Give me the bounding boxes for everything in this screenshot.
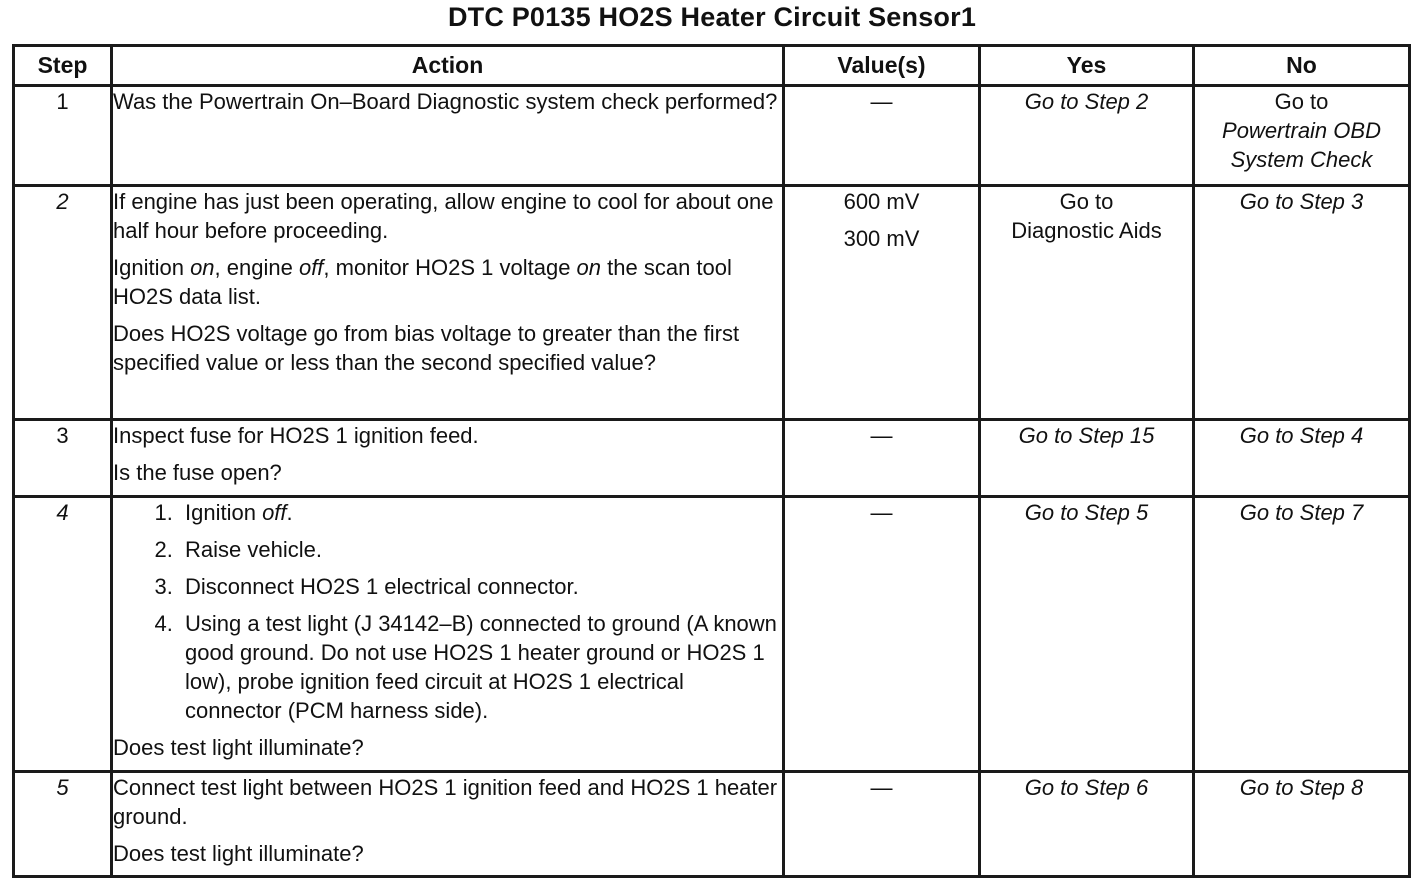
yes-cell (980, 496, 1194, 771)
action-step-item: 2. Raise vehicle. (179, 535, 782, 564)
value-dash: — (870, 774, 893, 800)
values-cell (784, 771, 980, 876)
no-link[interactable]: Go to Step 4 (1239, 423, 1364, 449)
no-link[interactable]: Go to Step 7 (1239, 499, 1364, 525)
value-dash: — (870, 423, 893, 449)
step-number: 2 (14, 185, 112, 420)
value-threshold: 300 mV (843, 225, 920, 251)
no-cell (1194, 771, 1410, 876)
no-cell (1194, 420, 1410, 497)
values-cell (784, 496, 980, 771)
yes-text: Go to (1059, 188, 1114, 214)
values-cell (784, 185, 980, 420)
page-title: DTC P0135 HO2S Heater Circuit Sensor1 (447, 2, 977, 32)
header-yes: Yes (980, 46, 1194, 86)
no-cell (1194, 86, 1410, 185)
table-row (14, 496, 1410, 771)
action-step-item: 4. Using a test light (J 34142–B) connected to ground (A known good ground. Do not use HO2S 1 heater ground or HO2S 1 low), probe ignition feed circuit at HO2S 1 electrical connector (PCM harness side). (179, 609, 782, 725)
action-cell (112, 496, 784, 771)
yes-link[interactable]: Diagnostic Aids (1011, 217, 1162, 243)
yes-cell (980, 185, 1194, 420)
header-values: Value(s) (784, 46, 980, 86)
no-link[interactable]: Go to Step 8 (1239, 774, 1364, 800)
diagnostic-table (12, 44, 1411, 878)
action-question: Does test light illuminate? (113, 840, 364, 866)
step-number: 1 (14, 86, 112, 185)
action-cell (112, 420, 784, 497)
table-row (14, 86, 1410, 185)
action-cell (112, 771, 784, 876)
no-link[interactable]: Powertrain OBD (1222, 118, 1381, 144)
action-step-item: 1. Ignition off. (179, 498, 782, 527)
step-number: 3 (14, 420, 112, 497)
yes-link[interactable]: Go to Step 15 (1018, 423, 1155, 449)
action-step-item: 3. Disconnect HO2S 1 electrical connector. (179, 572, 782, 601)
table-header-row (14, 46, 1410, 86)
header-step: Step (14, 46, 112, 86)
values-cell (784, 86, 980, 185)
action-question: Does HO2S voltage go from bias voltage to greater than the first specified value or less than the second specified value? (113, 320, 740, 375)
step-number: 5 (14, 771, 112, 876)
no-link[interactable]: System Check (1230, 147, 1373, 173)
action-cell (112, 185, 784, 420)
action-text: Connect test light between HO2S 1 ignition feed and HO2S 1 heater ground. (113, 774, 778, 829)
header-no: No (1194, 46, 1410, 86)
yes-link[interactable]: Go to Step 5 (1024, 499, 1149, 525)
yes-link[interactable]: Go to Step 2 (1024, 89, 1149, 115)
value-threshold: 600 mV (843, 188, 920, 214)
action-text-emph: Ignition on, engine off, monitor HO2S 1 voltage on the scan tool HO2S data list. (113, 254, 732, 309)
action-text: Was the Powertrain On–Board Diagnostic system check performed? (113, 89, 778, 115)
step-number: 4 (14, 496, 112, 771)
no-cell (1194, 185, 1410, 420)
no-link[interactable]: Go to Step 3 (1239, 188, 1364, 214)
action-steps-list (113, 498, 782, 725)
table-row (14, 420, 1410, 497)
header-action: Action (112, 46, 784, 86)
action-text: Inspect fuse for HO2S 1 ignition feed. (113, 423, 479, 449)
yes-cell (980, 420, 1194, 497)
table-row (14, 185, 1410, 420)
yes-cell (980, 771, 1194, 876)
yes-cell (980, 86, 1194, 185)
no-cell (1194, 496, 1410, 771)
values-cell (784, 420, 980, 497)
action-question: Is the fuse open? (113, 460, 282, 486)
value-dash: — (870, 499, 893, 525)
yes-link[interactable]: Go to Step 6 (1024, 774, 1149, 800)
action-question: Does test light illuminate? (113, 734, 364, 760)
action-text: If engine has just been operating, allow engine to cool for about one half hour before proceeding. (113, 188, 774, 243)
table-row (14, 771, 1410, 876)
action-cell (112, 86, 784, 185)
no-text: Go to (1274, 89, 1329, 115)
value-dash: — (870, 89, 893, 115)
